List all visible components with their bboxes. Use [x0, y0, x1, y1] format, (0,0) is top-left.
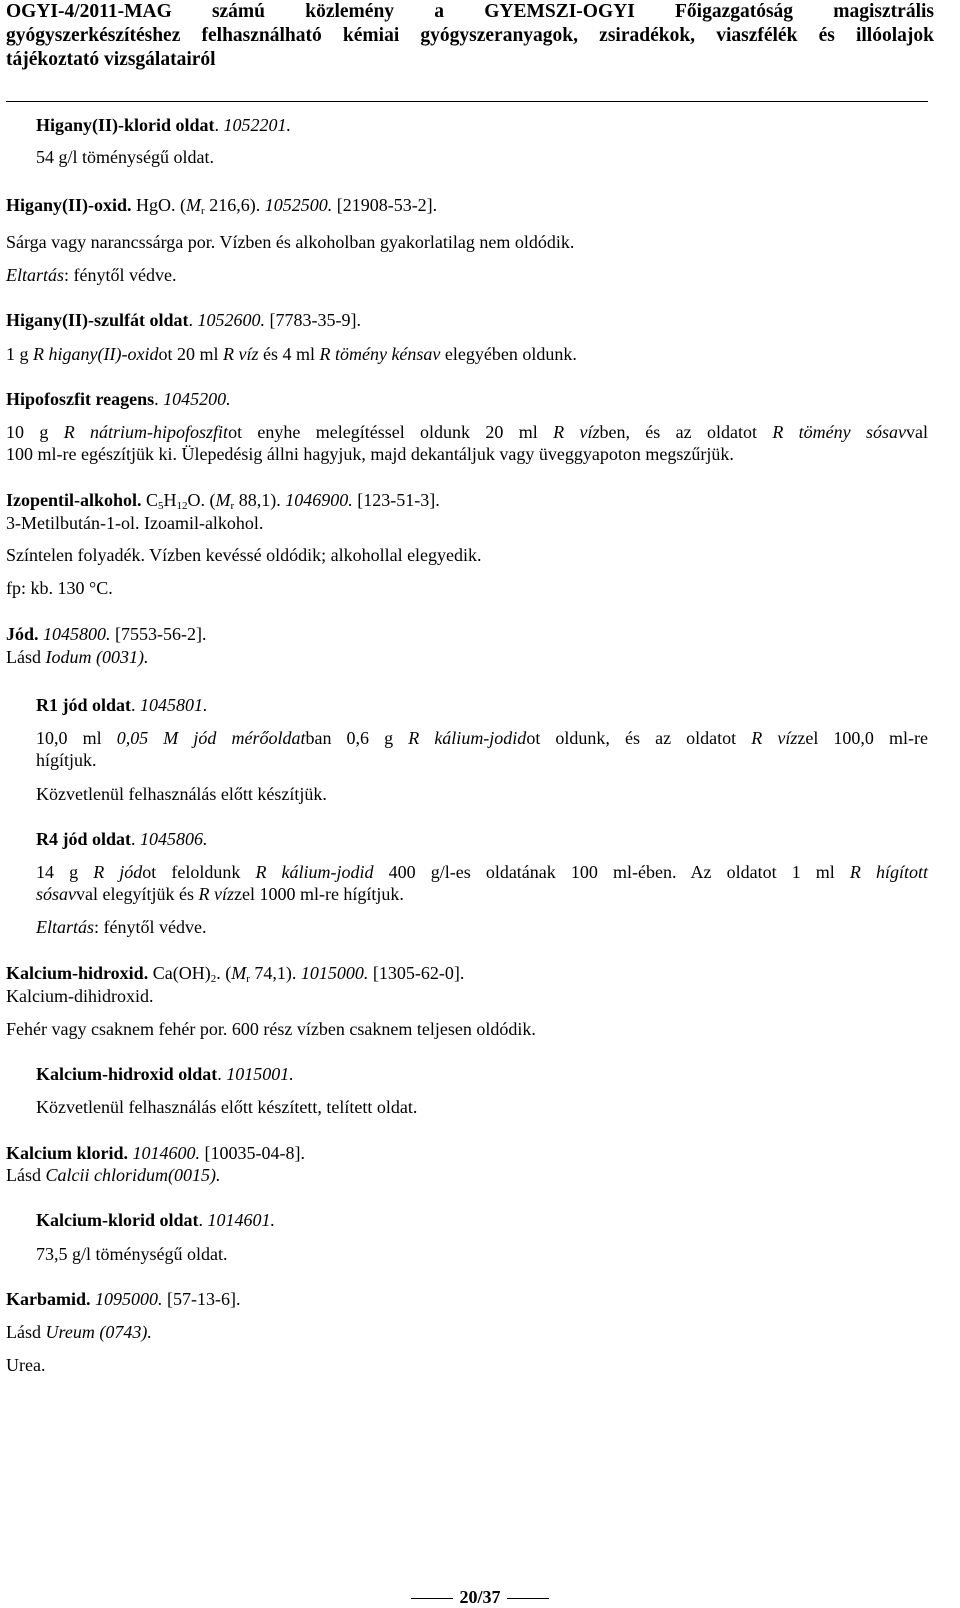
entry-storage: Eltartás: fénytől védve.: [36, 917, 207, 937]
entry-text: Sárga vagy narancssárga por. Vízben és alkoholban gyakorlatilag nem oldódik.: [6, 232, 575, 252]
entry-title: Kalcium-hidroxid. $Ca(OH)_2$. ($M_r$ 74,1). 1015000. [1305-62-0].: [6, 963, 465, 985]
entry-title: Higany(II)-oxid. HgO. ($M_r$ 216,6). 1052500. [21908-53-2].: [6, 195, 438, 217]
entry-reference: Lásd Calcii chloridum(0015).: [6, 1165, 221, 1185]
entry-text: 100 ml-re egészítjük ki. Ülepedésig állni hagyjuk, majd dekantáljuk vagy üveggyapoton megszűrjük.: [6, 444, 734, 464]
entry-title: Izopentil-alkohol. $C_5H_{12}O$. ($M_r$ 88,1). 1046900. [123-51-3].: [6, 490, 440, 512]
entry-text: 1 g R higany(II)-oxidot 20 ml R víz és 4 ml R tömény kénsav elegyében oldunk.: [6, 344, 577, 364]
entry-title: Kalcium klorid. 1014600. [10035-04-8].: [6, 1143, 305, 1163]
page-number: 20/37: [459, 1587, 501, 1607]
footer-dash-left: [411, 1598, 453, 1599]
entry-storage: Eltartás: fénytől védve.: [6, 265, 177, 285]
entry-synonyms: Urea.: [6, 1355, 46, 1375]
entry-text: Fehér vagy csaknem fehér por. 600 rész vízben csaknem teljesen oldódik.: [6, 1019, 536, 1039]
entry-text: Közvetlenül felhasználás előtt készítjük.: [36, 784, 327, 804]
entry-title: R1 jód oldat. 1045801.: [36, 695, 208, 715]
entry-text: sósavval elegyítjük és R vízzel 1000 ml-re hígítjuk.: [36, 884, 404, 904]
entry-title: Hipofoszfit reagens. 1045200.: [6, 389, 231, 409]
entry-text: 14 g R jódot feloldunk R kálium-jodid 400 g/l-es oldatának 100 ml-ében. Az oldatot 1 ml R hígított: [36, 862, 928, 882]
footer-dash-right: [507, 1598, 549, 1599]
entry-title: Jód. 1045800. [7553-56-2].: [6, 624, 207, 644]
entry-text: 54 g/l töménységű oldat.: [36, 147, 214, 167]
entry-text: 73,5 g/l töménységű oldat.: [36, 1244, 228, 1264]
entry-title: R4 jód oldat. 1045806.: [36, 829, 208, 849]
header-line-2: gyógyszerkészítéshez felhasználható kémiai gyógyszeranyagok, zsiradékok, viaszfélék és illóolajok: [6, 25, 934, 46]
entry-title: Kalcium-hidroxid oldat. 1015001.: [36, 1064, 294, 1084]
entry-title: Kalcium-klorid oldat. 1014601.: [36, 1210, 276, 1230]
entry-text: Színtelen folyadék. Vízben kevéssé oldódik; alkohollal elegyedik.: [6, 545, 482, 565]
header-line-1: OGYI-4/2011-MAG számú közlemény a GYEMSZI-OGYI Főigazgatóság magisztrális: [6, 1, 934, 22]
document-header: [6, 0, 934, 72]
entry-title: Higany(II)-szulfát oldat. 1052600. [7783-35-9].: [6, 310, 361, 330]
entry-text: 10 g R nátrium-hipofoszfitot enyhe melegítéssel oldunk 20 ml R vízben, és az oldatot R tömény sósavval: [6, 422, 928, 442]
entry-text: hígítjuk.: [36, 750, 97, 770]
entry-synonyms: 3-Metilbután-1-ol. Izoamil-alkohol.: [6, 513, 264, 533]
entry-title: Karbamid. 1095000. [57-13-6].: [6, 1289, 241, 1309]
entry-text: 10,0 ml 0,05 M jód mérőoldatban 0,6 g R kálium-jodidot oldunk, és az oldatot R vízzel 100,0 ml-re: [36, 728, 928, 748]
entry-synonyms: Kalcium-dihidroxid.: [6, 986, 154, 1006]
entry-text: fp: kb. 130 °C.: [6, 578, 113, 598]
entry-reference: Lásd Iodum (0031).: [6, 647, 149, 667]
entry-reference: Lásd Ureum (0743).: [6, 1322, 152, 1342]
page-footer: [0, 1586, 960, 1608]
header-divider: [6, 101, 928, 102]
entry-title: Higany(II)-klorid oldat. 1052201.: [36, 115, 292, 135]
entry-text: Közvetlenül felhasználás előtt készített, telített oldat.: [36, 1097, 418, 1117]
header-line-3: tájékoztató vizsgálatairól: [6, 49, 216, 70]
